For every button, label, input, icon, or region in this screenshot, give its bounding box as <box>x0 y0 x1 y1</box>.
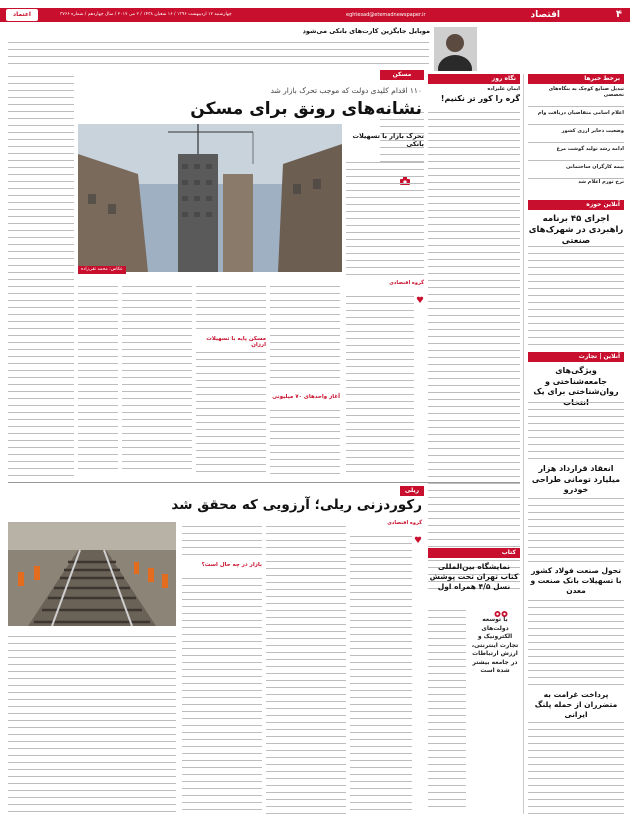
feature-body-col4 <box>122 280 192 476</box>
feature-group-label: گروه اقتصادی <box>389 280 424 286</box>
side-story-4-body <box>528 594 624 686</box>
side-story-5-body <box>528 716 624 814</box>
news-item: اعلام اسامی متقاضیان دریافت وام <box>537 110 624 116</box>
feature-sidebar-title: تحرک بازار با تسهیلات بانکی <box>352 132 424 148</box>
feature-body-col2b <box>270 404 340 476</box>
logo-text: اعتماد <box>13 11 31 18</box>
housing-photo <box>78 124 342 272</box>
feature-kicker: ۱۱۰ اقدام کلیدی دولت که موجب تحرک بازار شد <box>270 86 422 95</box>
side-story-3-body <box>528 492 624 562</box>
book-body <box>428 604 466 814</box>
newspaper-logo <box>6 9 38 21</box>
news-column-header: برخط خبرها <box>528 74 624 84</box>
side-story-1-kicker: آنلاین حوزه <box>528 200 624 210</box>
quote-icon <box>494 604 508 614</box>
feature-body-col5 <box>78 280 118 476</box>
rail-body-col2 <box>266 520 346 814</box>
news-item: نرخ تورم اعلام شد <box>578 179 624 185</box>
page-number: ۴ <box>615 9 622 20</box>
rail-subhead: بازار در چه حال است؟ <box>201 562 262 568</box>
section-divider <box>8 482 520 483</box>
rail-photo <box>8 522 176 626</box>
top-story-headline: موبایل جایگزین کارت‌های بانکی می‌شود <box>302 27 430 35</box>
news-item: ادامه رشد تولید گوشت مرغ <box>556 146 624 152</box>
feature-subhead-2: مسکن پایه با تسهیلات ارزان <box>206 336 266 348</box>
feature-subhead-1: آغاز واحدهای ۷۰ میلیونی <box>272 394 340 400</box>
rail-body-col3b <box>182 572 262 814</box>
book-section-label: کتاب <box>428 548 520 558</box>
masthead-email: eghtesad@etemadnewspaper.ir <box>346 12 426 18</box>
rail-body-col1 <box>350 530 412 814</box>
news-list <box>528 86 624 198</box>
feature-body-col3b <box>196 346 266 476</box>
feature-body-col2 <box>270 280 340 390</box>
photo-caption-text: عکاس: محمد تقی‌زاده <box>81 267 123 272</box>
side-story-4-headline: تحول صنعت فولاد کشور با تسهیلات بانک صنعت و معدن <box>530 566 622 595</box>
section-title: اقتصاد <box>530 10 560 20</box>
feature-headline: نشانه‌های رونق برای مسکن <box>190 99 422 119</box>
book-pull-quote: با توسعه دولت‌های الکترونیک و تجارت اینترنتی، ارزش ارتباطات در جامعه بیشتر شده است <box>471 616 519 674</box>
opinion-body-col1 <box>428 106 520 592</box>
side-story-5-headline: پرداخت غرامت به متضرران از حمله پلنگ ایرانی <box>534 690 618 719</box>
side-story-1-body <box>528 240 624 348</box>
rail-headline: رکوردزنی ریلی؛ آرزویی که محقق شد <box>171 497 422 513</box>
rail-group-label: گروه اقتصادی <box>387 520 422 526</box>
opinion-section-label: نگاه روز <box>428 74 520 84</box>
dateline: چهارشنبه ۱۲ اردیبهشت ۱۳۹۶ / ۱۶ شعبان ۱۴۳۸ / ۲ می ۲۰۱۷ / سال چهاردهم / شماره ۳۷۶۶ <box>60 12 232 17</box>
feature-body-col1 <box>346 290 414 476</box>
feature-sidebar-body <box>346 156 424 278</box>
top-story-portrait <box>434 27 477 71</box>
top-story-body <box>8 36 429 70</box>
side-story-3-headline: انعقاد قرارداد هزار میلیارد تومانی طراحی خودرو <box>531 464 621 494</box>
side-story-1-headline: اجرای ۴۵ برنامه راهبردی در شهرک‌های صنعتی <box>528 214 624 246</box>
news-item: تبدیل صنایع کوچک به بنگاه‌های تخصصی <box>548 86 624 98</box>
rail-section-label: ریلی <box>400 486 424 496</box>
news-item: وضعیت ذخایر ارزی کشور <box>561 128 624 134</box>
news-item: بیمه کارگران ساختمانی <box>565 164 624 170</box>
feature-section-label: مسکن <box>380 70 424 80</box>
feature-body-col3 <box>196 280 266 332</box>
rail-bullet-icon <box>414 529 422 537</box>
column-divider <box>523 74 524 814</box>
housing-photo-caption <box>78 266 126 274</box>
opinion-author: ایمان علیزاده <box>487 86 520 92</box>
rail-photo-side-text <box>8 630 176 814</box>
side-story-2-body <box>528 396 624 460</box>
feature-left-column <box>8 70 74 480</box>
side-story-2-kicker: آنلاین | تجارت <box>528 352 624 362</box>
rail-body-col3 <box>182 520 262 560</box>
red-bullet-icon <box>416 289 424 297</box>
book-headline: نمایشگاه بین‌المللی کتاب تهران تحت پوشش نسل ۴/۵ همراه اول <box>429 562 519 591</box>
opinion-headline: گره را کور تر نکنیم! <box>440 94 520 103</box>
side-story-2-headline: ویژگی‌های جامعه‌شناختی و روان‌شناختی برای یک انتخاب <box>533 366 619 407</box>
